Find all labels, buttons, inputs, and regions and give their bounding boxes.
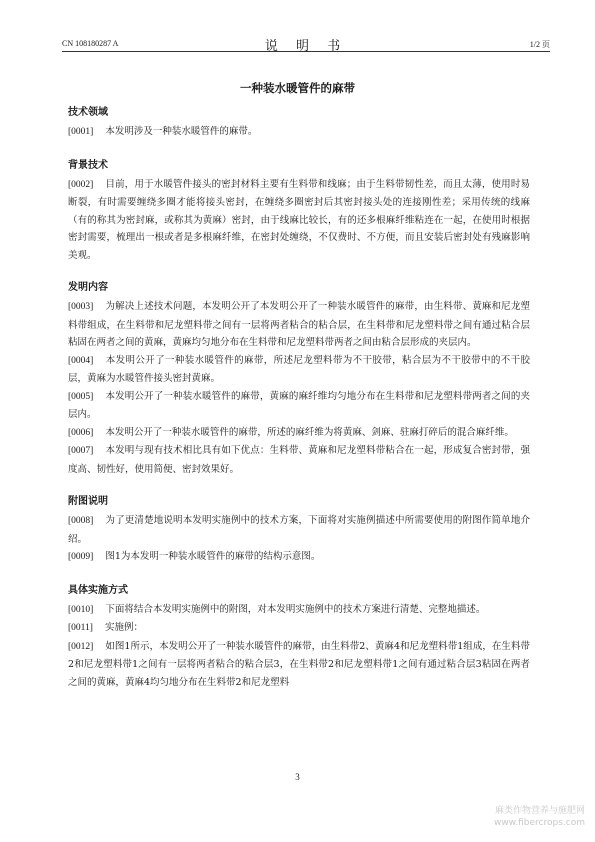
paragraph [68,388,530,424]
watermark-line-2: www.fibercrops.com [494,818,585,828]
watermark [494,805,585,829]
paragraph-text: 图1为本发明一种装水暖管件的麻带的结构示意图。 [105,551,321,562]
section-heading: 发明内容 [68,282,108,293]
watermark-line-1: 麻类作物营养与施肥网 [494,806,585,816]
paragraph-number: [0011] [68,623,93,633]
paragraph-number: [0001] [68,127,94,137]
paragraph [68,442,530,478]
paragraph [68,352,530,388]
paragraph-number: [0007] [68,446,94,456]
paragraph [68,638,530,692]
paragraph-text: 本发明公开了一种装水暖管件的麻带，所述的麻纤维为将黄麻、剑麻、驻麻打碎后的混合麻纤维。 [105,426,514,438]
paragraph [68,512,530,548]
paragraph [68,548,530,567]
publication-number: CN 108180287 A [62,39,119,48]
paragraph-number: [0008] [68,516,94,526]
paragraph [68,424,530,443]
paragraph-text: 本发明与现有技术相比具有如下优点：生料带、黄麻和尼龙塑料带粘合在一起，形成复合密封带，强度高、韧性好，使用简便、密封效果好。 [68,445,530,475]
paragraph [68,123,530,142]
paragraph-text: 本发明涉及一种装水暖管件的麻带。 [105,126,258,137]
section-heading: 附图说明 [68,496,108,507]
paragraph-number: [0009] [68,552,94,562]
paragraph-text: 为解决上述技术问题，本发明公开了本发明公开了一种装水暖管件的麻带，由生料带、黄麻和尼龙塑料带组成，在生料带和尼龙塑料带之间有一层将两者粘合的粘合层，在生料带和尼龙塑料带之间有通过粘合层粘固在两者之间的黄麻，黄麻均匀地分布在生料带和尼龙塑料带两者之间由粘合层形成的夹层内。 [68,301,530,348]
paragraph-text: 本发明公开了一种装水暖管件的麻带，黄麻的麻纤维均匀地分布在生料带和尼龙塑料带两者之间的夹层内。 [68,390,530,420]
paragraph-text: 为了更清楚地说明本发明实施例中的技术方案，下面将对实施例描述中所需要使用的附图作简单地介绍。 [68,515,530,545]
document-body [68,103,530,691]
document-type: 说 明 书 [264,39,348,54]
document-title: 一种装水暖管件的麻带 [240,81,355,95]
paragraph-number: [0005] [68,391,94,402]
paragraph-number: [0002] [68,179,94,190]
paragraph-text: 目前，用于水暖管件接头的密封材料主要有生料带和线麻；由于生料带韧性差，而且太薄，使用时易断裂，有时需要缠绕多圈才能将接头密封，在缠绕多圈密封后其密封接头处的连接刚性差；采用传统的线麻（有的称其为密封麻，或称其为黄麻）密封，由于线麻比较长，有的还多根麻纤维粘连在一起，在使用时根据密封需要，梳理出一根或者是多根麻纤维，在密封处缠绕，不仅费时、不方便，而且安装后密封处有残麻影响美观。 [68,178,530,261]
paragraph-text: 下面将结合本发明实施例中的附图，对本发明实施例中的技术方案进行清楚、完整地描述。 [105,603,486,615]
section-heading: 具体实施方式 [68,584,128,596]
paragraph-text: 实施例： [104,622,143,633]
paragraph-text: 本发明公开了一种装水暖管件的麻带，所述尼龙塑料带为不干胶带，粘合层为不干胶带中的不干胶层，黄麻为水暖管件接头密封黄麻。 [68,354,530,384]
page-number: 3 [295,772,300,782]
section-heading: 技术领域 [68,107,108,118]
paragraph [68,176,530,265]
page-header [62,36,550,52]
paragraph-number: [0012] [68,641,94,652]
paragraph-number: [0003] [68,302,94,312]
paragraph [68,601,530,620]
paragraph [68,619,530,638]
paragraph-number: [0010] [68,604,94,615]
page-count: 1/2 页 [529,40,550,49]
paragraph-text: 如图1所示，本发明公开了一种装水暖管件的麻带，由生料带2、黄麻4和尼龙塑料带1组成，在生料带2和尼龙塑料带1之间有一层将两者粘合的粘合层3，在生料带2和尼龙塑料带1之间有通过粘合层3粘固在两者之间的黄麻，黄麻4均匀地分布在生料带2和尼龙塑料 [68,640,530,688]
section-heading: 背景技术 [68,159,108,171]
paragraph-number: [0006] [68,427,94,438]
paragraph-number: [0004] [68,355,94,366]
paragraph [68,298,530,352]
